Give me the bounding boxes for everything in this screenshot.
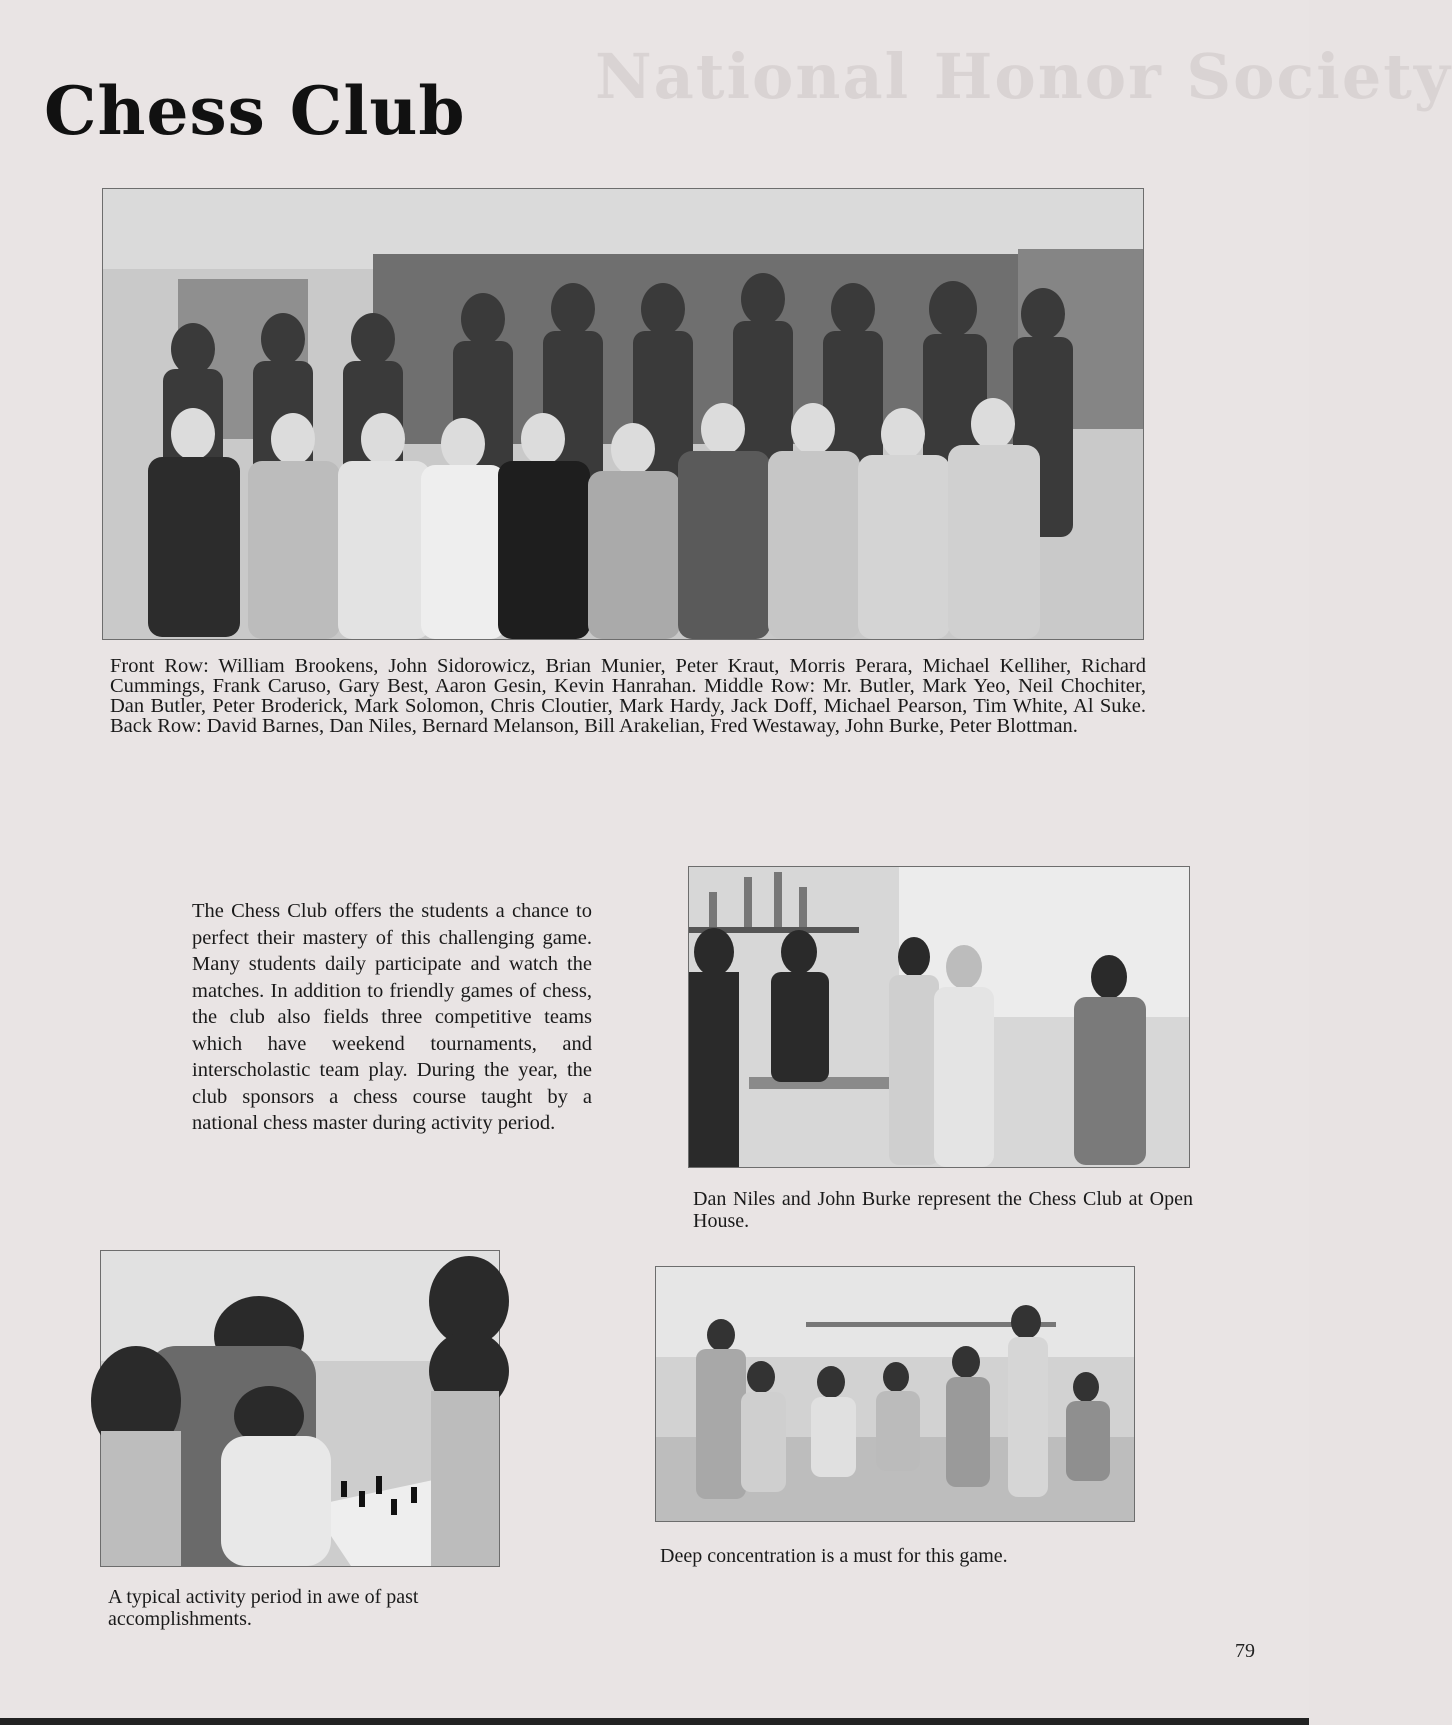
open-house-caption: Dan Niles and John Burke represent the Chess Club at Open House.: [693, 1188, 1193, 1233]
group-photo: [102, 188, 1144, 640]
concentration-photo: [655, 1266, 1135, 1522]
concentration-caption: Deep concentration is a must for this game.: [660, 1545, 1008, 1567]
page-title: Chess Club: [44, 72, 466, 150]
page-number: 79: [1235, 1640, 1255, 1662]
activity-caption: A typical activity period in awe of past accomplishments.: [108, 1586, 419, 1631]
activity-photo: [100, 1250, 500, 1567]
article-body: The Chess Club offers the students a chance to perfect their mastery of this challenging game. Many students daily participate and watch the matches. In addition to friendly games of chess, the club also fields three competitive teams which have weekend tournaments, and interscholastic team play. During the year, the club sponsors a chess course taught by a national chess master during activity period.: [192, 900, 592, 1134]
bleed-through-title: National Honor Society: [595, 40, 1452, 113]
page-bottom-edge: [0, 1718, 1309, 1725]
open-house-photo: [688, 866, 1190, 1168]
group-photo-caption: Front Row: William Brookens, John Sidorowicz, Brian Munier, Peter Kraut, Morris Perara, Michael Kelliher, Richard Cummings, Frank Caruso, Gary Best, Aaron Gesin, Kevin Hanrahan. Middle Row: Mr. Butler, Mark Yeo, Neil Chochiter, Dan Butler, Peter Broderick, Mark Solomon, Chris Cloutier, Mark Hardy, Jack Doff, Michael Pearson, Tim White, Al Suke. Back Row: David Barnes, Dan Niles, Bernard Melanson, Bill Arakelian, Fred Westaway, John Burke, Peter Blottman.: [110, 655, 1146, 737]
